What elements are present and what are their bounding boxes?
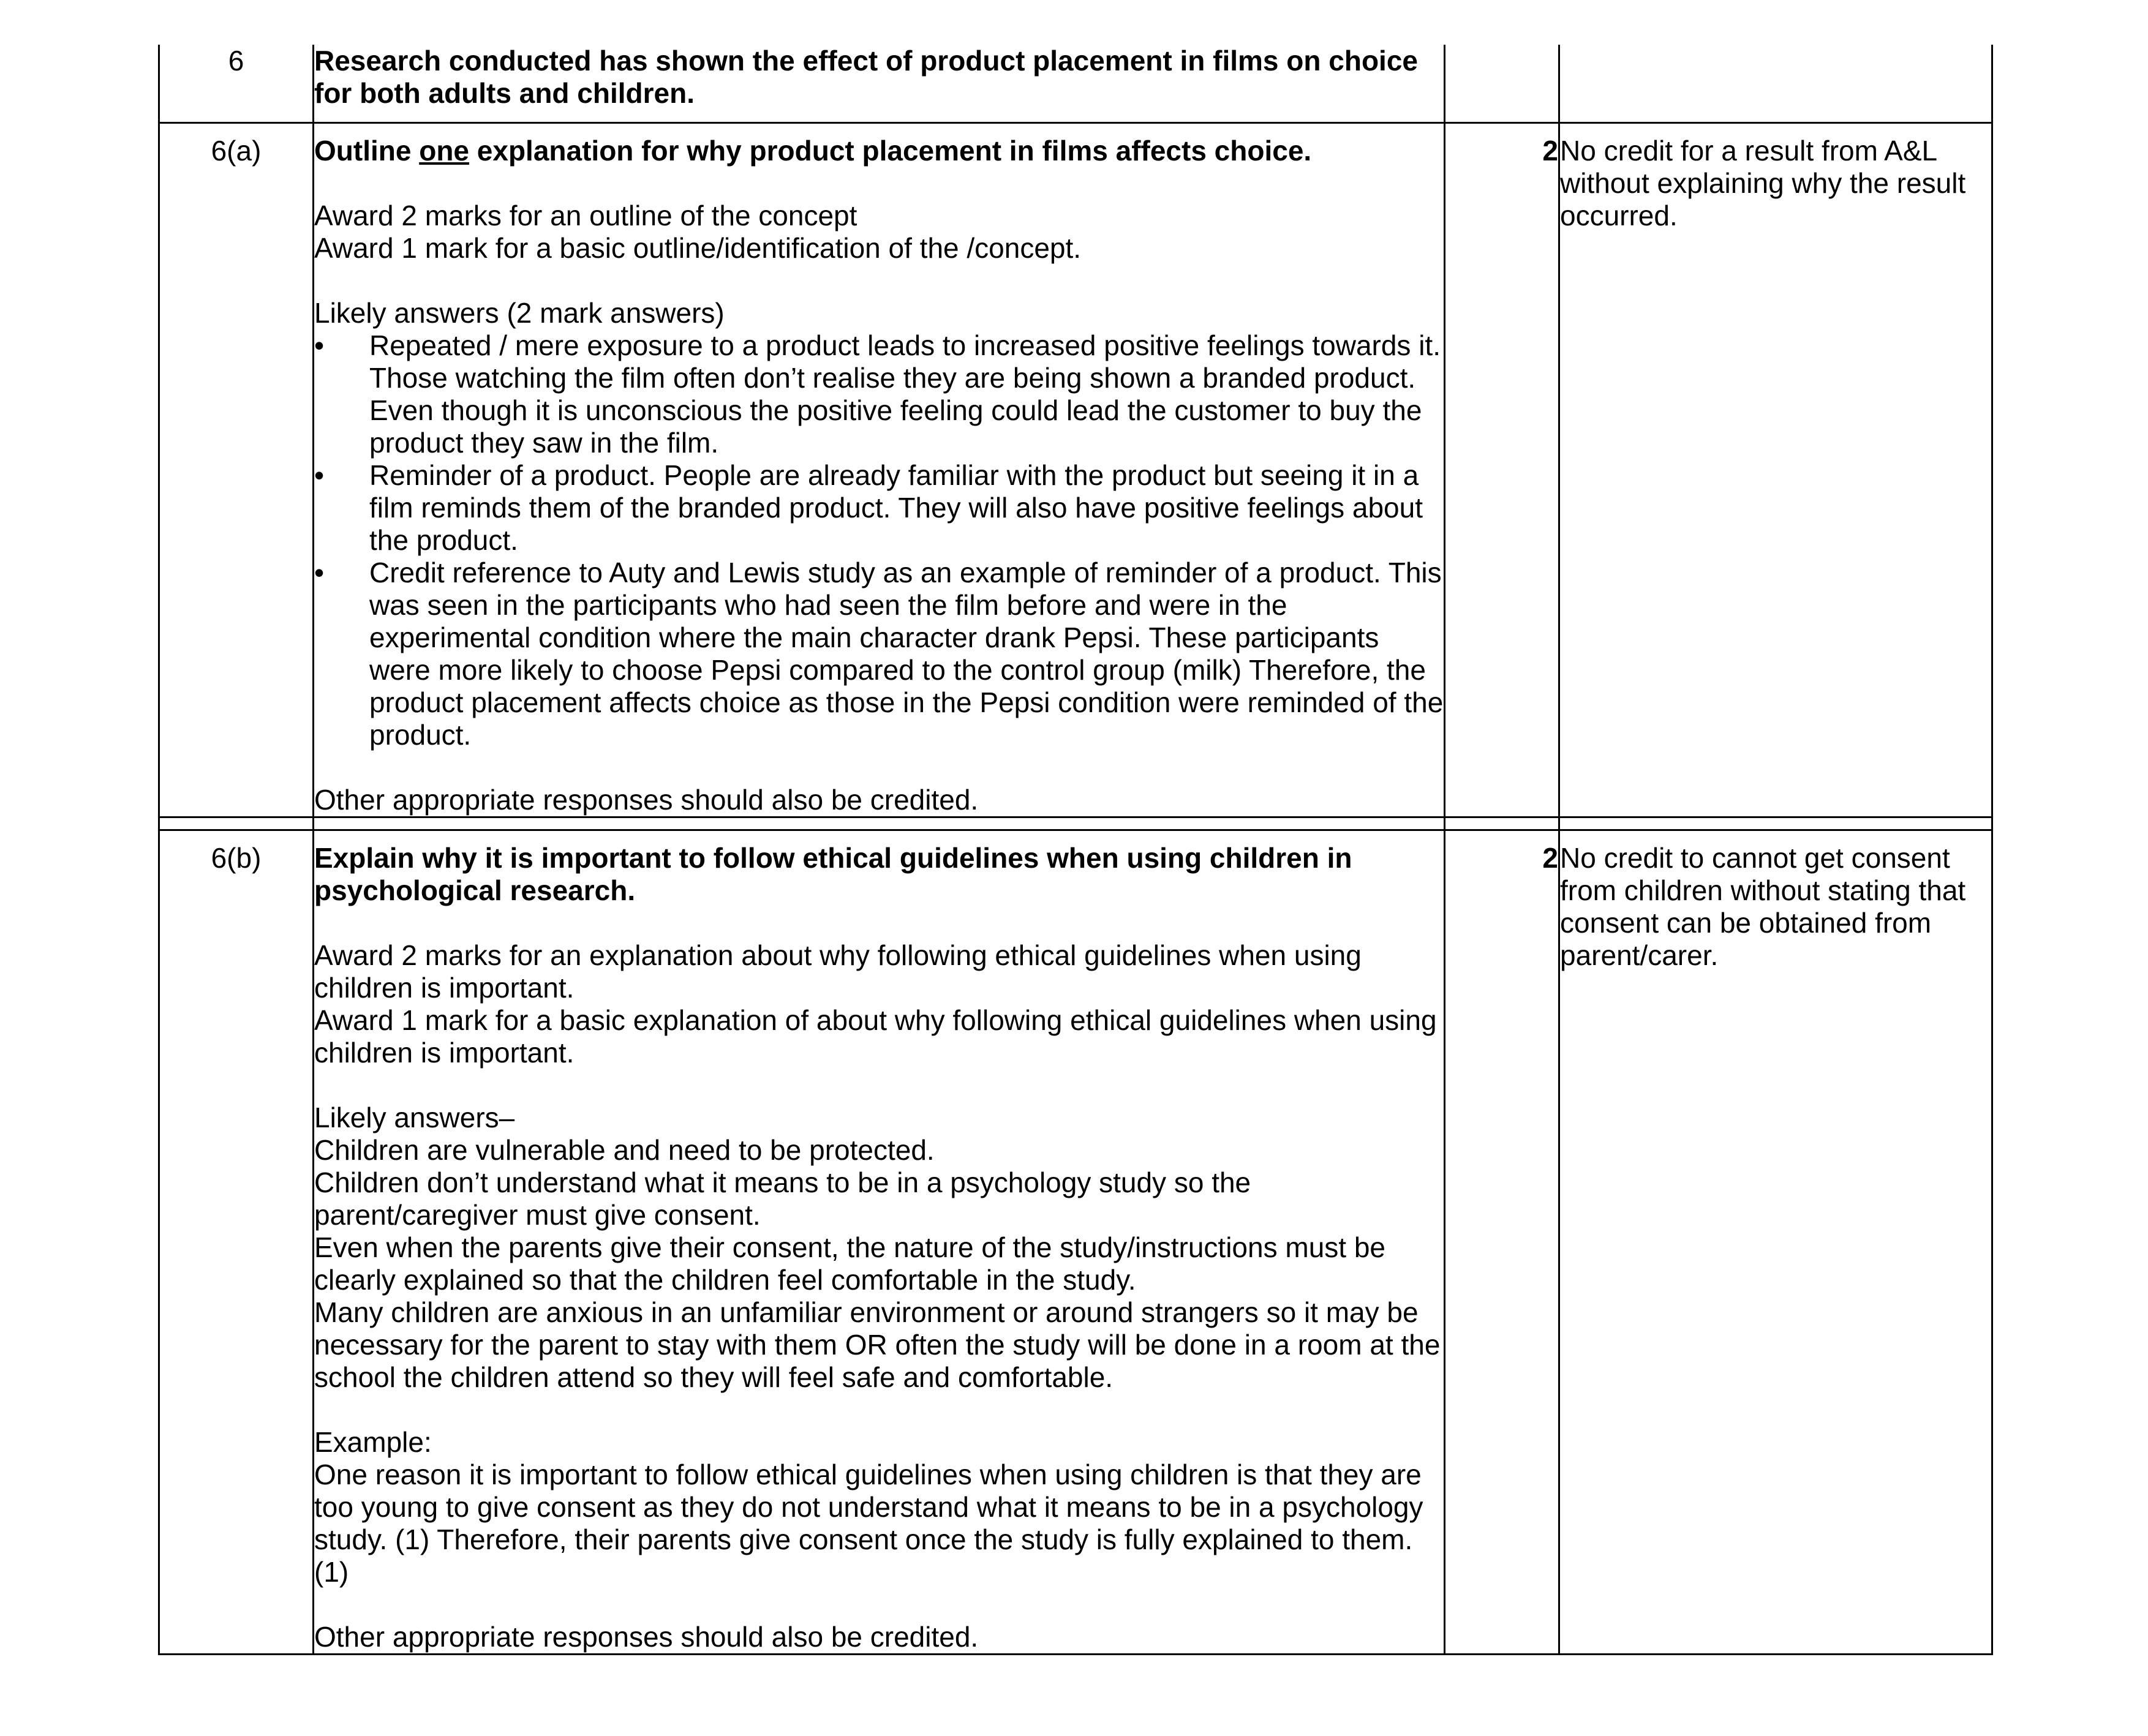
likely-answer-line: Even when the parents give their consent, the nature of the study/instructions must be clearly explained so that the children feel comfortable in the study. bbox=[314, 1231, 1386, 1296]
question-text bbox=[314, 135, 1444, 167]
mark-scheme-table bbox=[158, 45, 1993, 1655]
list-item-text: Reminder of a product. People are already familiar with the product but seeing it in a film reminds them of the branded product. They will also have positive feelings about the product. bbox=[369, 459, 1423, 556]
list-item bbox=[314, 557, 1444, 751]
list-item bbox=[314, 329, 1444, 459]
award-two-marks: Award 2 marks for an explanation about why following ethical guidelines when using children is important. bbox=[314, 939, 1362, 1004]
guidance-cell bbox=[1559, 45, 1992, 123]
award-two-marks: Award 2 marks for an outline of the concept bbox=[314, 200, 857, 231]
list-item-text: Credit reference to Auty and Lewis study as an example of reminder of a product. This was seen in the participants who had seen the film before and were in the experimental condition where the main character drank Pepsi. These participants were more likely to choose Pepsi compared to the control group (milk) Therefore, the product placement affects choice as those in the Pepsi condition were reminded of the product. bbox=[369, 557, 1444, 751]
question-stem: Research conducted has shown the effect of product placement in films on choice for both adults and children. bbox=[314, 45, 1418, 109]
question-6a-row bbox=[159, 123, 1992, 817]
other-responses-note: Other appropriate responses should also be credited. bbox=[314, 784, 979, 816]
question-emphasis: one bbox=[419, 135, 470, 167]
likely-answers-heading: Likely answers– bbox=[314, 1102, 515, 1133]
award-one-mark: Award 1 mark for a basic outline/identification of the /concept. bbox=[314, 232, 1082, 264]
marks-cell bbox=[1445, 45, 1559, 123]
separator-cell bbox=[1559, 817, 1992, 830]
question-text-part: explanation for why product placement in films affects choice. bbox=[469, 135, 1312, 167]
marks-value: 2 bbox=[1445, 123, 1559, 817]
likely-answer-line: Many children are anxious in an unfamiliar environment or around strangers so it may be necessary for the parent to stay with them OR often the study will be done in a room at the school the children attend so they will feel safe and comfortable. bbox=[314, 1296, 1441, 1393]
question-number: 6(a) bbox=[159, 123, 314, 817]
other-responses-note: Other appropriate responses should also be credited. bbox=[314, 1621, 979, 1653]
question-text-part: Outline bbox=[314, 135, 420, 167]
guidance-text: No credit to cannot get consent from children without stating that consent can be obtained from parent/carer. bbox=[1559, 830, 1992, 1655]
row-separator bbox=[159, 817, 1992, 830]
guidance-text: No credit for a result from A&L without explaining why the result occurred. bbox=[1559, 123, 1992, 817]
example-text: One reason it is important to follow ethical guidelines when using children is that they are too young to give consent as they do not understand what it means to be in a psychology study. (1) Therefore, their parents give consent once the study is fully explained to them. (1) bbox=[314, 1459, 1423, 1588]
question-6b-row bbox=[159, 830, 1992, 1655]
likely-answers-list bbox=[314, 329, 1444, 751]
question-6-row bbox=[159, 45, 1992, 123]
award-one-mark: Award 1 mark for a basic explanation of about why following ethical guidelines when using children is important. bbox=[314, 1004, 1437, 1069]
answer-cell bbox=[314, 830, 1445, 1655]
separator-cell bbox=[1445, 817, 1559, 830]
question-number: 6(b) bbox=[159, 830, 314, 1655]
likely-answers-heading: Likely answers (2 mark answers) bbox=[314, 297, 725, 329]
question-number: 6 bbox=[159, 45, 314, 123]
answer-cell bbox=[314, 123, 1445, 817]
question-text: Explain why it is important to follow ethical guidelines when using children in psychological research. bbox=[314, 842, 1352, 906]
likely-answer-line: Children are vulnerable and need to be protected. bbox=[314, 1134, 935, 1166]
bullet-icon: • bbox=[314, 329, 325, 361]
bullet-icon: • bbox=[314, 459, 325, 491]
list-item bbox=[314, 459, 1444, 557]
question-stem-cell bbox=[314, 45, 1445, 123]
marks-value: 2 bbox=[1445, 830, 1559, 1655]
separator-cell bbox=[314, 817, 1445, 830]
separator-cell bbox=[159, 817, 314, 830]
likely-answer-line: Children don’t understand what it means to be in a psychology study so the parent/caregiver must give consent. bbox=[314, 1167, 1251, 1231]
list-item-text: Repeated / mere exposure to a product leads to increased positive feelings towards it. Those watching the film often don’t realise they are being shown a branded product. Even though it is unconscious the positive feeling could lead the customer to buy the product they saw in the film. bbox=[369, 329, 1441, 459]
mark-scheme-page bbox=[158, 45, 1991, 1655]
example-heading: Example: bbox=[314, 1426, 432, 1458]
bullet-icon: • bbox=[314, 557, 325, 588]
